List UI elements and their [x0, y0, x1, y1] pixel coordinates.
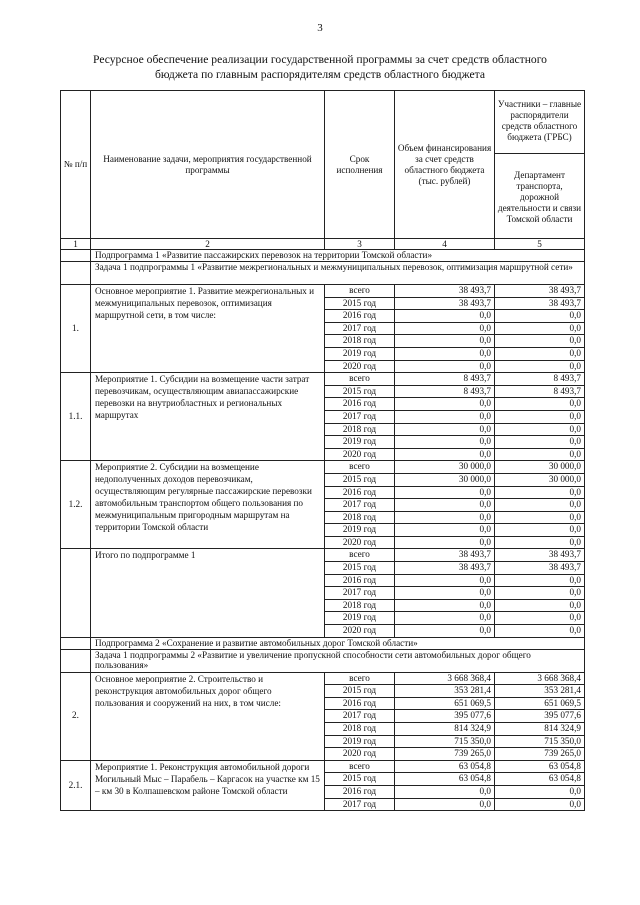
grbs-cell: 0,0 [495, 360, 585, 373]
volume-cell: 30 000,0 [395, 461, 495, 474]
volume-cell: 0,0 [395, 511, 495, 524]
column-number: 3 [325, 239, 395, 250]
grbs-cell: 0,0 [495, 436, 585, 449]
funding-table [60, 90, 585, 811]
grbs-cell: 0,0 [495, 499, 585, 512]
period-cell: 2020 год [325, 748, 395, 761]
activity-name: Мероприятие 1. Реконструкция автомобильной дороги Могильный Мыс – Парабель – Каргасок на участке км 15 – км 30 в Колпашевском районе Томской области [91, 760, 325, 810]
period-cell: всего [325, 760, 395, 773]
column-number: 5 [495, 239, 585, 250]
volume-cell: 8 493,7 [395, 385, 495, 398]
table-row [61, 672, 585, 685]
grbs-cell: 395 077,6 [495, 710, 585, 723]
period-cell: 2017 год [325, 710, 395, 723]
volume-cell: 0,0 [395, 360, 495, 373]
subprogram-1-title-row [61, 250, 585, 262]
volume-cell: 38 493,7 [395, 285, 495, 298]
period-cell: 2020 год [325, 360, 395, 373]
header-term: Срок исполнения [325, 91, 395, 239]
volume-cell: 38 493,7 [395, 297, 495, 310]
header-volume: Объем финансирования за счет средств областного бюджета (тыс. рублей) [395, 91, 495, 239]
period-cell: 2015 год [325, 685, 395, 698]
volume-cell: 0,0 [395, 599, 495, 612]
subprogram-2-title: Подпрограмма 2 «Сохранение и развитие автомобильных дорог Томской области» [91, 637, 585, 649]
empty-cell [61, 637, 91, 649]
grbs-cell: 8 493,7 [495, 385, 585, 398]
grbs-cell: 0,0 [495, 511, 585, 524]
grbs-cell: 63 054,8 [495, 760, 585, 773]
period-cell: всего [325, 285, 395, 298]
grbs-cell: 8 493,7 [495, 373, 585, 386]
volume-cell: 0,0 [395, 335, 495, 348]
activity-name: Мероприятие 2. Субсидии на возмещение недополученных доходов перевозчикам, осуществляющим регулярные пассажирские перевозки автомобильным транспортом общего пользования по межмуниципальным пригородным маршрутам на территории Томской области [91, 461, 325, 549]
volume-cell: 0,0 [395, 612, 495, 625]
header-grbs-department: Департамент транспорта, дорожной деятельности и связи Томской области [495, 154, 585, 239]
period-cell: 2019 год [325, 735, 395, 748]
grbs-cell: 0,0 [495, 612, 585, 625]
period-cell: 2016 год [325, 697, 395, 710]
volume-cell: 3 668 368,4 [395, 672, 495, 685]
table-row [61, 373, 585, 386]
period-cell: 2018 год [325, 335, 395, 348]
volume-cell: 0,0 [395, 536, 495, 549]
volume-cell: 715 350,0 [395, 735, 495, 748]
period-cell: 2017 год [325, 499, 395, 512]
volume-cell: 0,0 [395, 310, 495, 323]
grbs-cell: 0,0 [495, 398, 585, 411]
period-cell: 2018 год [325, 723, 395, 736]
grbs-cell: 0,0 [495, 448, 585, 461]
table-header-row [61, 91, 585, 154]
period-cell: 2016 год [325, 785, 395, 798]
volume-cell: 0,0 [395, 785, 495, 798]
empty-cell [61, 250, 91, 262]
grbs-cell: 0,0 [495, 587, 585, 600]
period-cell: 2015 год [325, 773, 395, 786]
period-cell: 2020 год [325, 536, 395, 549]
row-number [61, 549, 91, 637]
activity-name: Мероприятие 1. Субсидии на возмещение части затрат перевозчикам, осуществляющим авиапассажирские перевозки на внутриобластных и региональных маршрутах [91, 373, 325, 461]
volume-cell: 0,0 [395, 574, 495, 587]
grbs-cell: 814 324,9 [495, 723, 585, 736]
table-row [61, 549, 585, 562]
volume-cell: 0,0 [395, 436, 495, 449]
period-cell: 2020 год [325, 448, 395, 461]
period-cell: 2017 год [325, 587, 395, 600]
empty-cell [61, 262, 91, 285]
grbs-cell: 63 054,8 [495, 773, 585, 786]
period-cell: 2017 год [325, 322, 395, 335]
table-row [61, 461, 585, 474]
table-row [61, 760, 585, 773]
grbs-cell: 0,0 [495, 310, 585, 323]
volume-cell: 739 265,0 [395, 748, 495, 761]
row-number: 1. [61, 285, 91, 373]
period-cell: 2015 год [325, 297, 395, 310]
activity-name: Итого по подпрограмме 1 [91, 549, 325, 637]
period-cell: 2018 год [325, 511, 395, 524]
volume-cell: 0,0 [395, 448, 495, 461]
period-cell: 2017 год [325, 410, 395, 423]
period-cell: 2015 год [325, 473, 395, 486]
period-cell: 2016 год [325, 574, 395, 587]
row-number: 2. [61, 672, 91, 760]
volume-cell: 0,0 [395, 423, 495, 436]
period-cell: 2019 год [325, 436, 395, 449]
subprogram-2-title-row [61, 637, 585, 649]
volume-cell: 0,0 [395, 499, 495, 512]
volume-cell: 353 281,4 [395, 685, 495, 698]
period-cell: всего [325, 461, 395, 474]
page-number: 3 [317, 22, 323, 34]
header-num: № п/п [61, 91, 91, 239]
subprogram-1-title: Подпрограмма 1 «Развитие пассажирских перевозок на территории Томской области» [91, 250, 585, 262]
task-1-subprogram-2-title-row [61, 649, 585, 672]
task-1-subprogram-1-title-row [61, 262, 585, 285]
volume-cell: 63 054,8 [395, 773, 495, 786]
grbs-cell: 0,0 [495, 599, 585, 612]
header-grbs: Участники – главные распорядители средств областного бюджета (ГРБС) [495, 91, 585, 154]
period-cell: 2016 год [325, 310, 395, 323]
grbs-cell: 0,0 [495, 536, 585, 549]
grbs-cell: 0,0 [495, 322, 585, 335]
empty-cell [61, 649, 91, 672]
volume-cell: 0,0 [395, 486, 495, 499]
period-cell: 2018 год [325, 599, 395, 612]
grbs-cell: 0,0 [495, 486, 585, 499]
grbs-cell: 0,0 [495, 785, 585, 798]
period-cell: 2019 год [325, 524, 395, 537]
grbs-cell: 651 069,5 [495, 697, 585, 710]
volume-cell: 38 493,7 [395, 549, 495, 562]
volume-cell: 0,0 [395, 798, 495, 811]
volume-cell: 8 493,7 [395, 373, 495, 386]
row-number: 1.2. [61, 461, 91, 549]
page-title: Ресурсное обеспечение реализации государственной программы за счет средств областного бюджета по главным распорядителям средств областного бюджета [93, 53, 547, 81]
table-row [61, 285, 585, 298]
volume-cell: 0,0 [395, 410, 495, 423]
period-cell: 2018 год [325, 423, 395, 436]
grbs-cell: 0,0 [495, 524, 585, 537]
volume-cell: 38 493,7 [395, 562, 495, 575]
period-cell: 2016 год [325, 398, 395, 411]
grbs-cell: 38 493,7 [495, 562, 585, 575]
period-cell: 2020 год [325, 625, 395, 638]
volume-cell: 0,0 [395, 587, 495, 600]
period-cell: всего [325, 672, 395, 685]
grbs-cell: 0,0 [495, 625, 585, 638]
volume-cell: 0,0 [395, 625, 495, 638]
grbs-cell: 0,0 [495, 798, 585, 811]
task-1-subprogram-1-title: Задача 1 подпрограммы 1 «Развитие межрегиональных и межмуниципальных перевозок, оптимизация маршрутной сети» [91, 262, 585, 285]
period-cell: 2017 год [325, 798, 395, 811]
volume-cell: 0,0 [395, 347, 495, 360]
period-cell: 2016 год [325, 486, 395, 499]
volume-cell: 30 000,0 [395, 473, 495, 486]
grbs-cell: 715 350,0 [495, 735, 585, 748]
grbs-cell: 38 493,7 [495, 549, 585, 562]
volume-cell: 0,0 [395, 524, 495, 537]
grbs-cell: 353 281,4 [495, 685, 585, 698]
volume-cell: 0,0 [395, 398, 495, 411]
volume-cell: 814 324,9 [395, 723, 495, 736]
grbs-cell: 3 668 368,4 [495, 672, 585, 685]
period-cell: всего [325, 373, 395, 386]
row-number: 2.1. [61, 760, 91, 810]
period-cell: 2015 год [325, 562, 395, 575]
column-numbers-row [61, 239, 585, 250]
header-name: Наименование задачи, мероприятия государственной программы [91, 91, 325, 239]
grbs-cell: 0,0 [495, 347, 585, 360]
grbs-cell: 0,0 [495, 410, 585, 423]
grbs-cell: 0,0 [495, 574, 585, 587]
grbs-cell: 0,0 [495, 423, 585, 436]
volume-cell: 395 077,6 [395, 710, 495, 723]
column-number: 2 [91, 239, 325, 250]
grbs-cell: 0,0 [495, 335, 585, 348]
activity-name: Основное мероприятие 1. Развитие межрегиональных и межмуниципальных перевозок, оптимизация маршрутной сети, в том числе: [91, 285, 325, 373]
period-cell: 2015 год [325, 385, 395, 398]
volume-cell: 651 069,5 [395, 697, 495, 710]
task-1-subprogram-2-title: Задача 1 подпрограммы 2 «Развитие и увеличение пропускной способности сети автомобильных дорог общего пользования» [91, 649, 585, 672]
period-cell: 2019 год [325, 612, 395, 625]
grbs-cell: 739 265,0 [495, 748, 585, 761]
grbs-cell: 30 000,0 [495, 473, 585, 486]
activity-name: Основное мероприятие 2. Строительство и реконструкция автомобильных дорог общего пользования и сооружений на них, в том числе: [91, 672, 325, 760]
volume-cell: 63 054,8 [395, 760, 495, 773]
column-number: 4 [395, 239, 495, 250]
row-number: 1.1. [61, 373, 91, 461]
period-cell: 2019 год [325, 347, 395, 360]
grbs-cell: 38 493,7 [495, 285, 585, 298]
volume-cell: 0,0 [395, 322, 495, 335]
grbs-cell: 38 493,7 [495, 297, 585, 310]
grbs-cell: 30 000,0 [495, 461, 585, 474]
column-number: 1 [61, 239, 91, 250]
period-cell: всего [325, 549, 395, 562]
